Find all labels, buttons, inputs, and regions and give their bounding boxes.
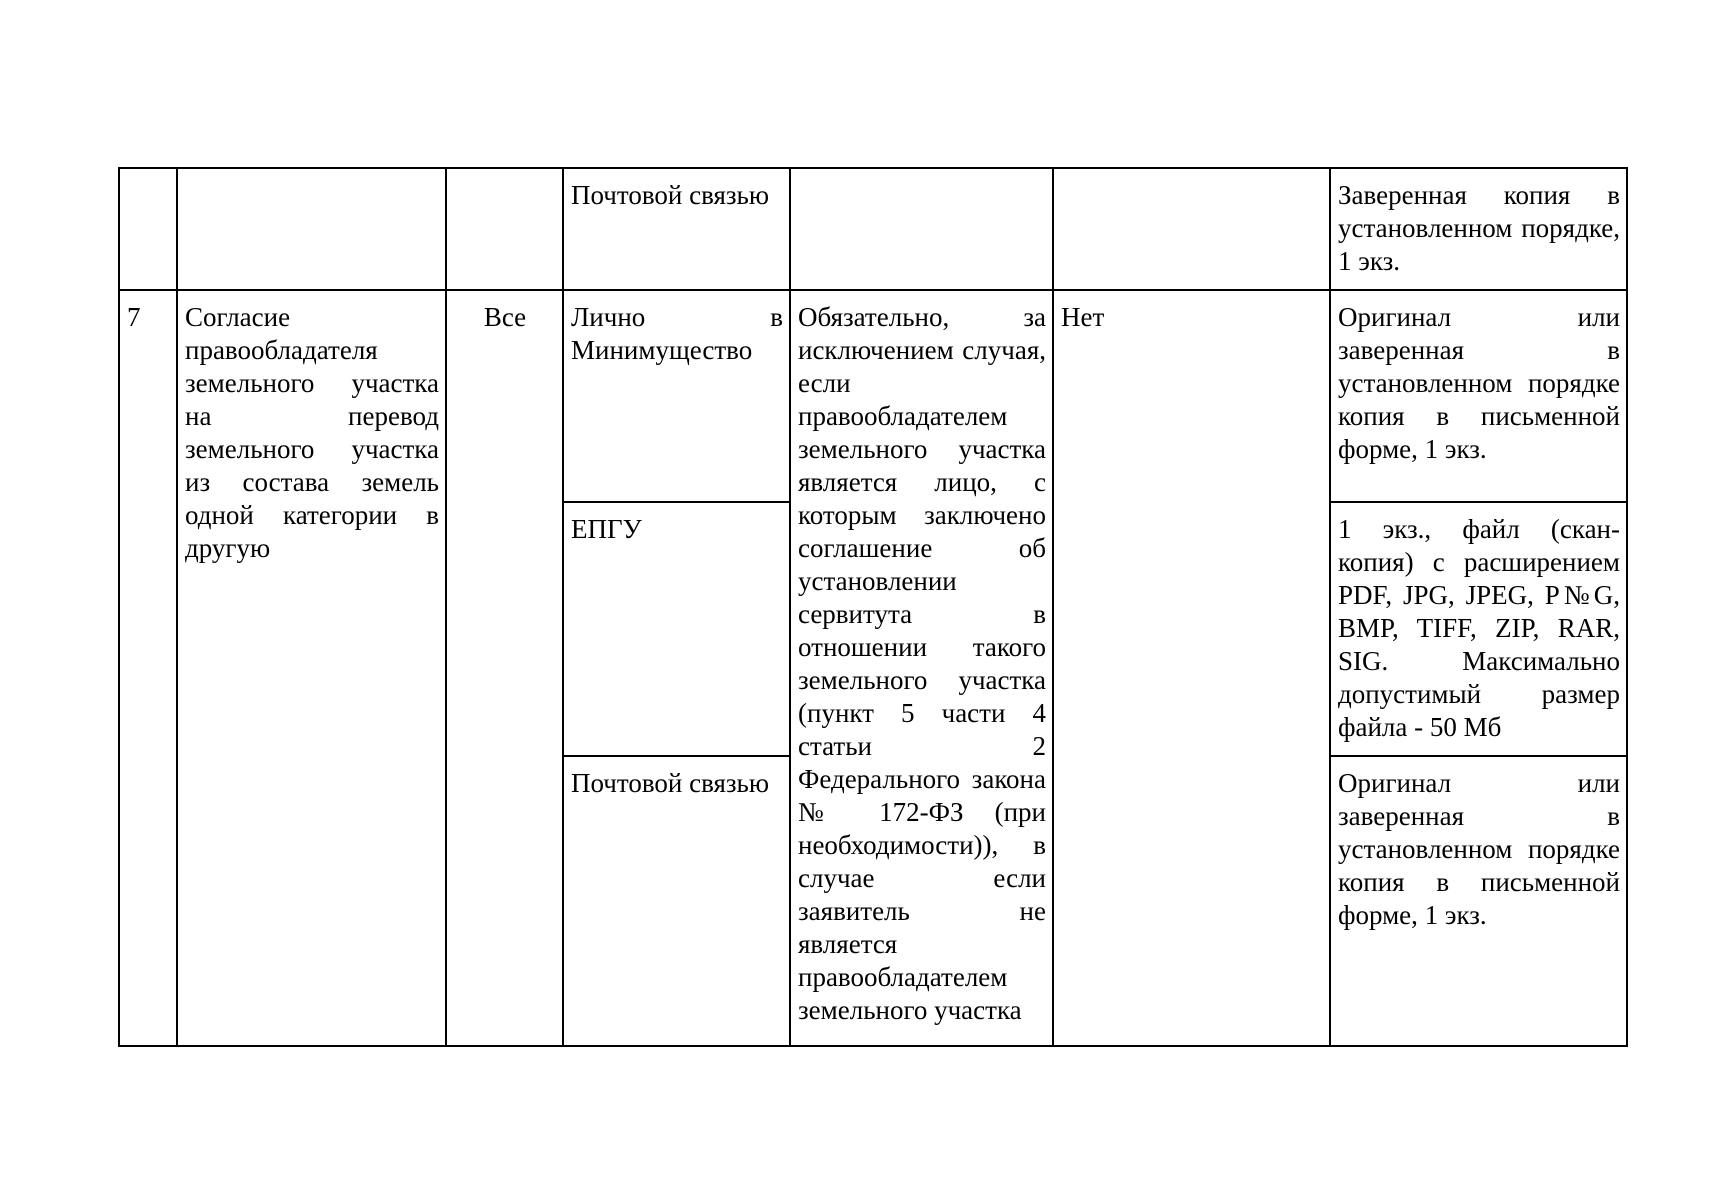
cell-number: 7 [119, 290, 177, 1046]
cell-document-name: Согласие правообладателя земельного участка на перевод земельного участка из состава земель одной категории в другую [177, 290, 446, 1046]
cell-interdepartmental [1053, 168, 1330, 290]
cell-interdepartmental: Нет [1053, 290, 1330, 1046]
cell-applicants: Все [446, 290, 563, 1046]
cell-method: Почтовой связью [563, 756, 790, 1046]
cell-form: Заверенная копия в установленном порядке, 1 экз. [1330, 168, 1627, 290]
cell-form: Оригинал или заверенная в установленном порядке копия в письменной форме, 1 экз. [1330, 290, 1627, 502]
cell-method: Почтовой связью [563, 168, 790, 290]
cell-number [119, 168, 177, 290]
documents-table [118, 167, 1628, 1047]
cell-requirement: Обязательно, за исключением случая, если правообладателем земельного участка является лицо, с которым заключено соглашение об установлении сервитута в отношении такого земельного участка (пункт 5 части 4 статьи 2 Федерального закона № 172-ФЗ (при необходимости)), в случае если заявитель не является правообладателем земельного участка [790, 290, 1053, 1046]
cell-form: Оригинал или заверенная в установленном порядке копия в письменной форме, 1 экз. [1330, 756, 1627, 1046]
table-row [119, 168, 1627, 290]
cell-form: 1 экз., файл (скан-копия) с расширением PDF, JPG, JPEG, P№G, BMP, TIFF, ZIP, RAR, SIG. Максимально допустимый размер файла - 50 Мб [1330, 502, 1627, 756]
cell-method: Лично в Минимущество [563, 290, 790, 502]
table-row [119, 290, 1627, 502]
cell-applicants [446, 168, 563, 290]
cell-requirement [790, 168, 1053, 290]
cell-method: ЕПГУ [563, 502, 790, 756]
cell-document-name [177, 168, 446, 290]
